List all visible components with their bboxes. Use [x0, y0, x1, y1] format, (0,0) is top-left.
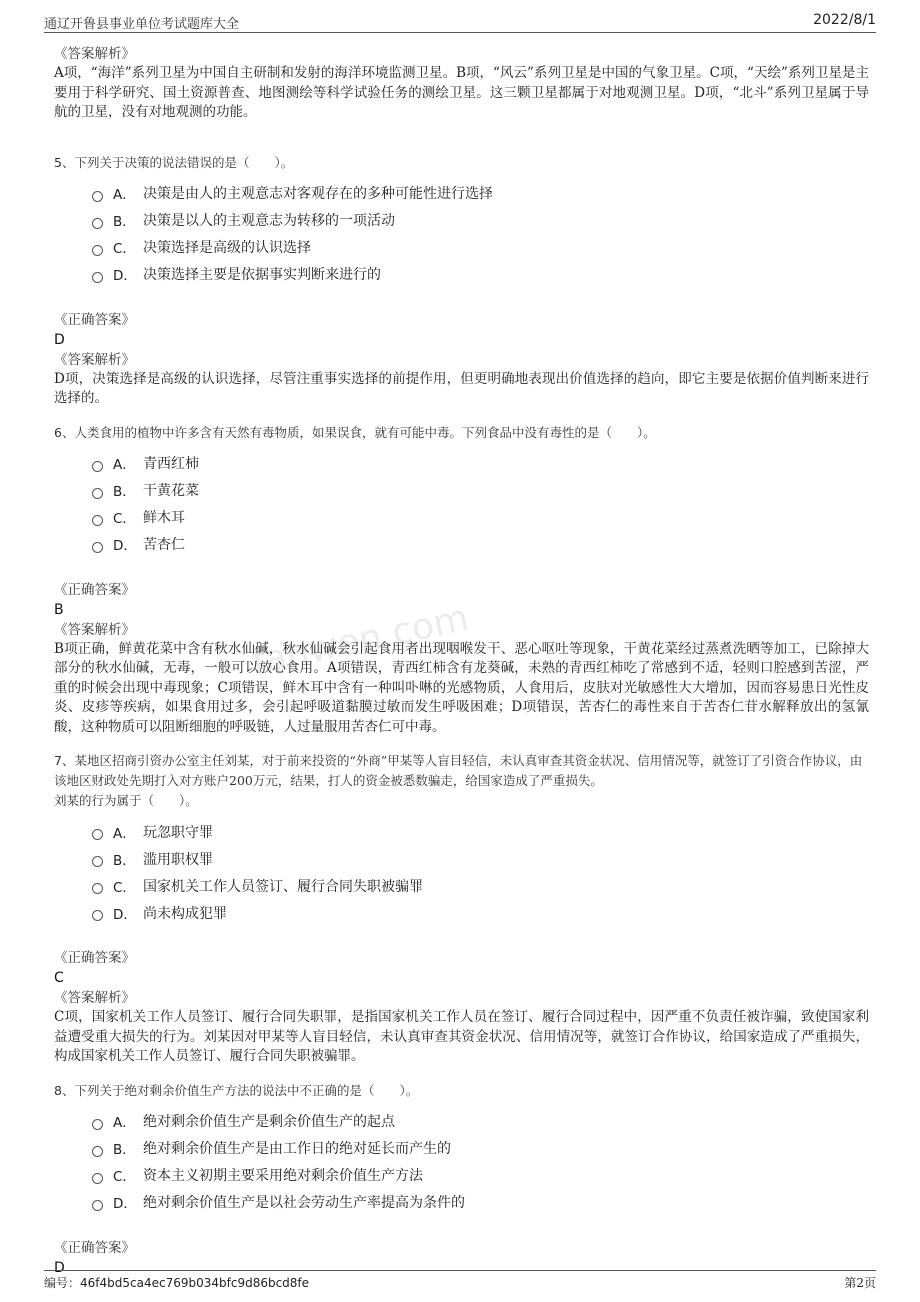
option-c[interactable]: C． 鲜木耳 [92, 504, 869, 531]
option-d[interactable]: D． 尚未构成犯罪 [92, 899, 869, 926]
correct-answer: B [54, 601, 64, 618]
analysis-tag: 《答案解析》 [54, 990, 135, 1006]
question-5-options [54, 180, 869, 288]
option-b[interactable]: B． 绝对剩余价值生产是由工作日的绝对延长而产生的 [92, 1135, 869, 1162]
analysis-text: D项，决策选择是高级的认识选择，尽管注重事实选择的前提作用，但更明确地表现出价值选择的趋向，即它主要是依据价值判断来进行选择的。 [54, 370, 869, 406]
radio-icon[interactable] [92, 1173, 103, 1184]
analysis-text: C项，国家机关工作人员签订、履行合同失职罪，是指国家机关工作人员在签订、履行合同过程中，因严重不负责任被诈骗，致使国家利益遭受重大损失的行为。刘某因对甲某等人盲目轻信，未认真审查其资金状况、信用情况等，就签订合作协议，给国家造成了严重损失，构成国家机关工作人员签订、履行合同失职被骗罪。 [54, 1009, 869, 1064]
question-7-stem-2: 刘某的行为属于（ ）。 [54, 793, 198, 808]
option-c[interactable]: C． 决策选择是高级的认识选择 [92, 234, 869, 261]
analysis-text: A项，“海洋”系列卫星为中国自主研制和发射的海洋环境监测卫星。B项，“风云”系列卫星是中国的气象卫星。C项，“天绘”系列卫星是主要用于科学研究、国土资源普查、地图测绘等科学试验任务的测绘卫星。这三颗卫星都属于对地观测卫星。D项，“北斗”系列卫星属于导航的卫星，没有对地观测的功能。 [54, 65, 869, 120]
page-number: 第2页 [844, 1276, 876, 1290]
question-6-stem: 6、人类食用的植物中许多含有天然有毒物质，如果误食，就有可能中毒。下列食品中没有毒性的是（ ）。 [54, 424, 656, 440]
radio-icon[interactable] [92, 883, 103, 894]
radio-icon[interactable] [92, 1146, 103, 1157]
question-8-stem: 8、下列关于绝对剩余价值生产方法的说法中不正确的是（ ）。 [54, 1082, 419, 1098]
correct-answer: C [54, 970, 64, 986]
question-6-options [54, 450, 869, 558]
analysis-tag: 《答案解析》 [54, 46, 135, 62]
radio-icon[interactable] [92, 488, 103, 499]
question-7-stem: 7、某地区招商引资办公室主任刘某，对于前来投资的“外商”甲某等人盲目轻信，未认真审查其资金状况、信用情况等，就签订了引资合作协议，由该地区财政处先期打入对方账户200万元，结果，打人的资金被悉数骗走，给国家造成了严重损失。 刘某的行为属于（ ）。 [54, 753, 863, 808]
question-8-options [54, 1108, 869, 1216]
option-a[interactable]: A． 青西红柿 [92, 450, 869, 477]
radio-icon[interactable] [92, 829, 103, 840]
option-c[interactable]: C． 国家机关工作人员签订、履行合同失职被骗罪 [92, 872, 869, 899]
radio-icon[interactable] [92, 856, 103, 867]
option-b[interactable]: B． 决策是以人的主观意志为转移的一项活动 [92, 207, 869, 234]
radio-icon[interactable] [92, 1200, 103, 1211]
correct-answer: D [54, 331, 65, 348]
radio-icon[interactable] [92, 245, 103, 256]
option-b[interactable]: B． 滥用职权罪 [92, 845, 869, 872]
correct-answer-tag: 《正确答案》 [54, 1239, 135, 1256]
option-a[interactable]: A． 玩忽职守罪 [92, 818, 869, 845]
radio-icon[interactable] [92, 542, 103, 553]
question-7-options [54, 818, 869, 926]
radio-icon[interactable] [92, 1119, 103, 1130]
analysis-tag: 《答案解析》 [54, 621, 135, 638]
radio-icon[interactable] [92, 218, 103, 229]
option-b[interactable]: B． 干黄花菜 [92, 477, 869, 504]
correct-answer: D [54, 1259, 65, 1276]
radio-icon[interactable] [92, 272, 103, 283]
document-title: 通辽开鲁县事业单位考试题库大全 [44, 17, 240, 32]
analysis-text: B项正确，鲜黄花菜中含有秋水仙碱，秋水仙碱会引起食用者出现咽喉发干、恶心呕吐等现象，干黄花菜经过蒸煮洗晒等加工，已除掉大部分的秋水仙碱，无毒，一般可以放心食用。A项错误，青西红柿含有龙葵碱，未熟的青西红柿吃了常感到不适，轻则口腔感到苦涩，严重的时候会出现中毒现象；C项错误，鲜木耳中含有一种叫卟啉的光感物质，人食用后，皮肤对光敏感性大大增加，因而容易患日光性皮炎、皮疹等疾病，如果食用过多，会引起呼吸道黏膜过敏而发生呼吸困难；D项错误，苦杏仁的毒性来自于苦杏仁苷水解释放出的氢氰酸，这种物质可以阻断细胞的呼吸链，人过量服用苦杏仁可中毒。 [54, 640, 869, 735]
radio-icon[interactable] [92, 191, 103, 202]
option-d[interactable]: D． 苦杏仁 [92, 531, 869, 558]
analysis-tag: 《答案解析》 [54, 351, 135, 368]
correct-answer-tag: 《正确答案》 [54, 581, 135, 598]
question-5-stem: 5、下列关于决策的说法错误的是（ ）。 [54, 154, 294, 170]
option-c[interactable]: C． 资本主义初期主要采用绝对剩余价值生产方法 [92, 1162, 869, 1189]
document-body [54, 44, 869, 1278]
document-date: 2022/8/1 [813, 12, 876, 28]
radio-icon[interactable] [92, 515, 103, 526]
option-d[interactable]: D． 决策选择主要是依据事实判断来进行的 [92, 261, 869, 288]
radio-icon[interactable] [92, 461, 103, 472]
option-d[interactable]: D． 绝对剩余价值生产是以社会劳动生产率提高为条件的 [92, 1189, 869, 1216]
page-footer [44, 1270, 876, 1299]
watermark: fanwen.com [248, 597, 473, 684]
correct-answer-tag: 《正确答案》 [54, 311, 135, 328]
radio-icon[interactable] [92, 910, 103, 921]
page-header [44, 10, 876, 33]
document-code: 编号：46f4bd5ca4ec769b034bfc9d86bcd8fe [44, 1276, 310, 1290]
correct-answer-tag: 《正确答案》 [54, 950, 135, 966]
option-a[interactable]: A． 绝对剩余价值生产是剩余价值生产的起点 [92, 1108, 869, 1135]
option-a[interactable]: A． 决策是由人的主观意志对客观存在的多种可能性进行选择 [92, 180, 869, 207]
